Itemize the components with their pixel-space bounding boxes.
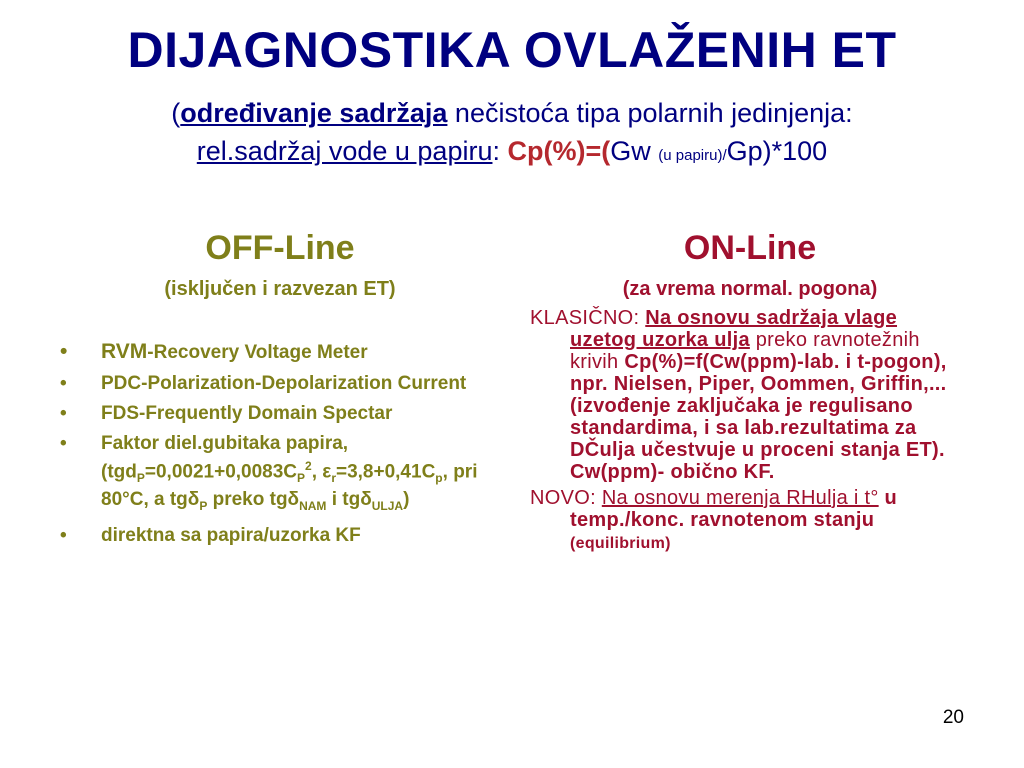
faktor-text-c: , ε: [311, 461, 332, 483]
online-subheading: (za vrema normal. pogona): [622, 278, 878, 300]
slide-title: DIJAGNOSTIKA OVLAŽENIH ET: [127, 22, 897, 78]
novo-label: NOVO:: [530, 487, 602, 509]
novo-small: (equilibrium): [570, 535, 671, 552]
slide-subtitle: [60, 94, 964, 175]
faktor-text-b: =0,0021+0,0083C: [144, 461, 298, 483]
fds-text: FDS-Frequently Domain Spectar: [101, 403, 393, 424]
bullet-icon: •: [60, 340, 68, 363]
faktor-text-h: ): [403, 489, 410, 511]
offline-subheading: (isključen i razvezan ET): [164, 278, 396, 300]
list-item-rvm: [60, 340, 500, 365]
faktor-sub-ulja: ULJA: [371, 498, 404, 513]
novo-paragraph: [530, 487, 960, 555]
faktor-text-f: preko tgδ: [207, 489, 300, 511]
faktor-sub-p4: P: [199, 498, 208, 513]
subtitle-line1-rest: nečistoća tipa polarnih jedinjenja:: [447, 98, 853, 128]
faktor-text-a: Faktor diel.gubitaka papira, (tgd: [101, 433, 349, 483]
faktor-sub-nam: NAM: [299, 498, 327, 513]
bullet-icon: •: [60, 524, 67, 546]
subtitle-colon: :: [492, 136, 508, 166]
formula-small: (u papiru)/: [658, 147, 727, 164]
online-heading: ON-Line: [683, 229, 817, 267]
klasicno-underlined: Na osnovu sadržaja vlage uzetog uzorka ulja: [570, 307, 898, 351]
list-item-pdc: [60, 373, 500, 395]
direktna-text: direktna sa papira/uzorka KF: [101, 524, 361, 546]
pdc-text: PDC-Polarization-Depolarization Current: [101, 373, 467, 394]
novo-underlined: Na osnovu merenja RHulja i t°: [601, 487, 879, 509]
rvm-text: -Recovery Voltage Meter: [147, 342, 368, 363]
faktor-text-d: =3,8+0,41C: [335, 461, 436, 483]
faktor-sub-r: r: [331, 471, 336, 486]
rvm-abbr: RVM: [101, 340, 148, 363]
list-item-faktor: [60, 433, 500, 517]
online-description: [530, 307, 960, 559]
faktor-sub-p: P: [136, 471, 145, 486]
klasicno-normal: preko ravnotežnih krivih: [570, 329, 920, 373]
offline-heading: OFF-Line: [205, 229, 355, 267]
page-number: 20: [942, 707, 964, 728]
formula-gw: Gw: [610, 136, 659, 166]
novo-rest: u temp./konc. ravnotenom stanju: [570, 487, 898, 531]
bullet-icon: •: [60, 403, 67, 424]
faktor-sup-2: 2: [305, 459, 312, 473]
klasicno-rest: Cp(%)=f(Cw(ppm)-lab. i t-pogon), npr. Nielsen, Piper, Oommen, Griffin,... (izvođenje zaključaka je regulisano standardima, i sa lab.rezultatima za DČulja učestvuje u proceni stanja ET). Cw(ppm)- obično KF.: [570, 351, 947, 483]
klasicno-label: KLASIČNO:: [530, 307, 646, 329]
faktor-text-e: , pri 80°C, a tgδ: [101, 461, 478, 511]
bullet-icon: •: [60, 373, 67, 394]
klasicno-paragraph: [530, 307, 960, 483]
bullet-icon: •: [60, 433, 67, 454]
faktor-text-g: i tgδ: [326, 489, 372, 511]
subtitle-open-paren: (: [171, 98, 181, 128]
offline-method-list: [60, 340, 500, 555]
list-item-fds: [60, 403, 500, 425]
formula-tail: Gp)*100: [726, 136, 828, 166]
faktor-sub-p3: p: [435, 471, 443, 486]
faktor-sub-p2: P: [297, 471, 306, 486]
subtitle-key-term: određivanje sadržaja: [180, 98, 448, 128]
formula-head: Cp(%)=(: [507, 136, 611, 166]
list-item-direktna: [60, 525, 500, 547]
subtitle-rel-label: rel.sadržaj vode u papiru: [196, 136, 493, 166]
